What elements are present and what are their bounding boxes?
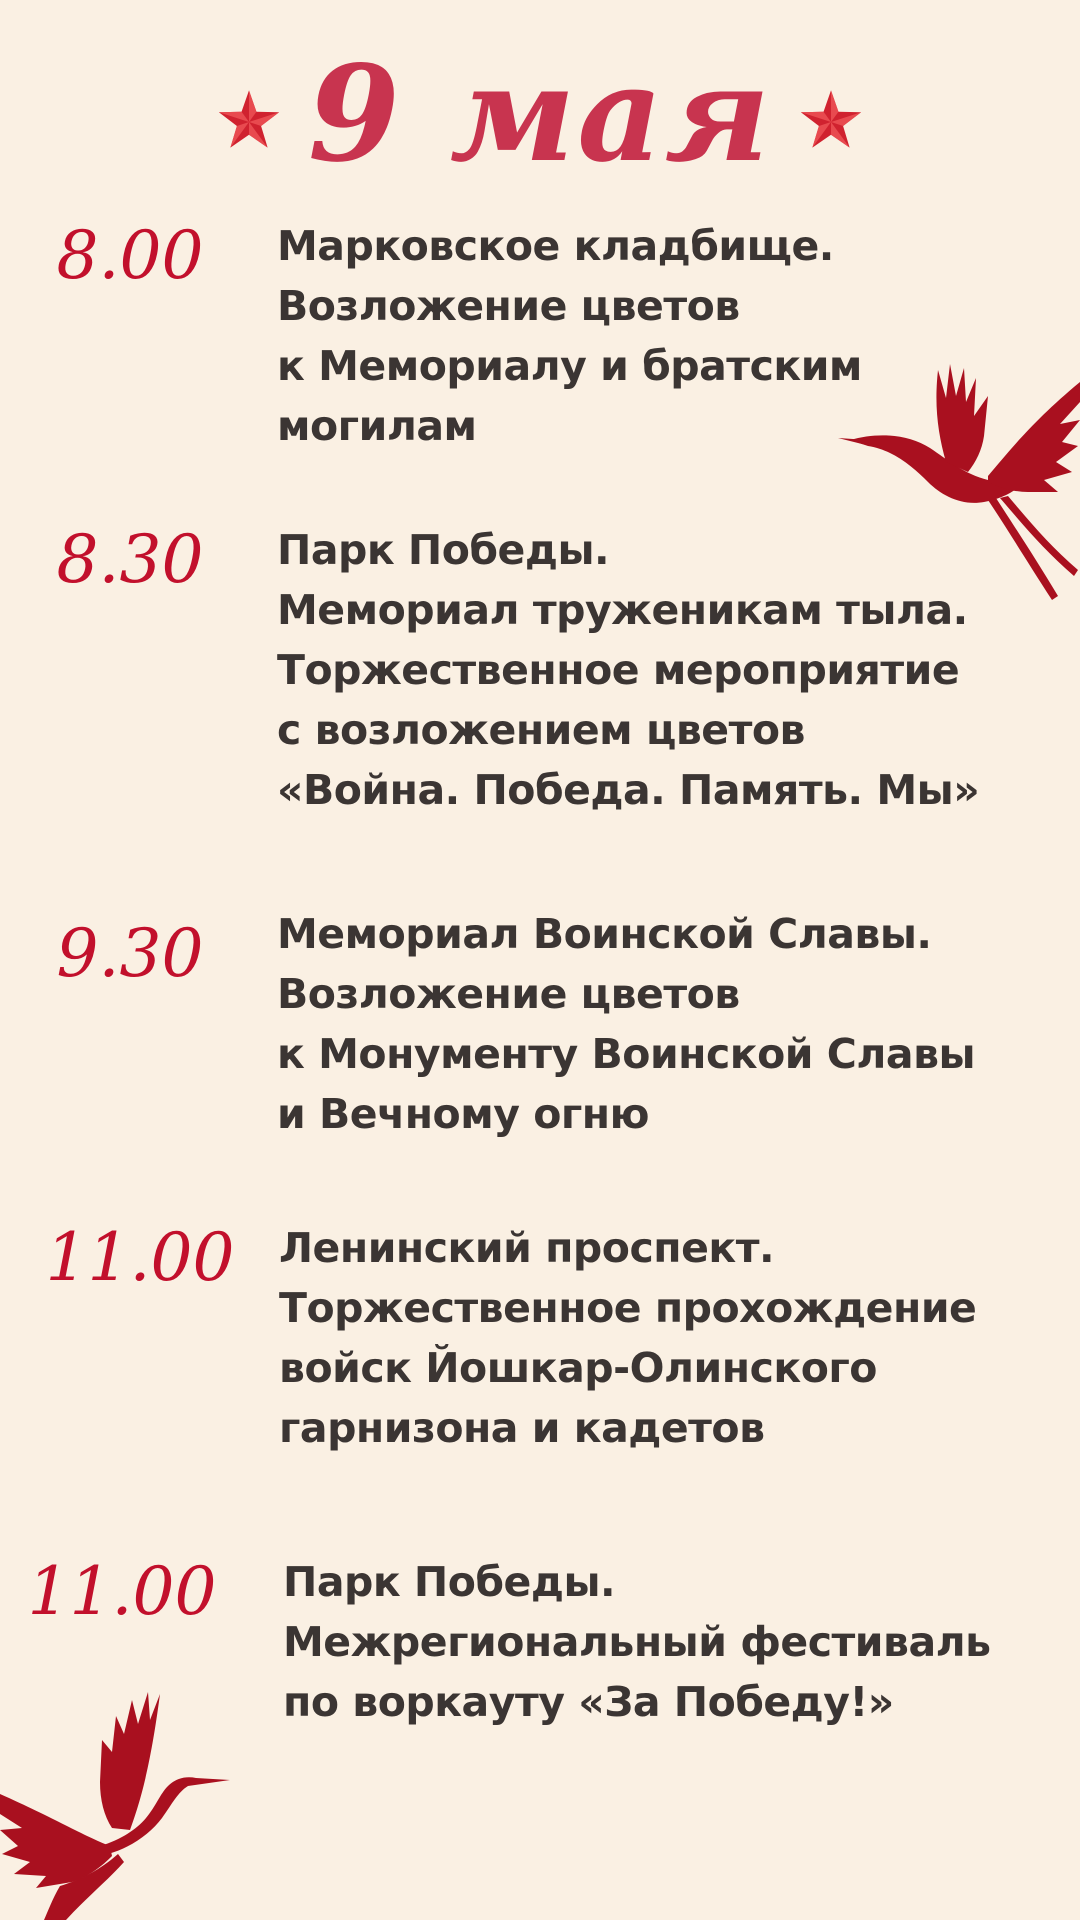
event-line: могилам <box>277 402 477 450</box>
event-line: к Монументу Воинской Славы <box>277 1030 976 1078</box>
event-line: Марковское кладбище. <box>277 222 834 270</box>
star-icon <box>216 89 282 155</box>
header <box>0 37 1080 192</box>
event-time: 11.00 <box>45 1219 235 1296</box>
event-line: войск Йошкар-Олинского <box>279 1344 877 1392</box>
event-line: Парк Победы. <box>277 526 610 574</box>
star-icon <box>798 89 864 155</box>
event-time: 8.00 <box>56 217 204 294</box>
event-line: «Война. Победа. Память. Мы» <box>277 766 980 814</box>
event-line: по воркауту «За Победу!» <box>283 1678 894 1726</box>
event-line: Мемориал Воинской Славы. <box>277 910 932 958</box>
event-time: 11.00 <box>27 1553 217 1630</box>
event-line: Ленинский проспект. <box>279 1224 775 1272</box>
event-time: 8.30 <box>56 521 204 598</box>
event-line: Мемориал труженикам тыла. <box>277 586 968 634</box>
event-line: Торжественное мероприятие <box>277 646 960 694</box>
event-description <box>277 216 1067 456</box>
event-line: с возложением цветов <box>277 706 805 754</box>
event-description <box>277 520 1067 820</box>
event-line: и Вечному огню <box>277 1090 649 1138</box>
event-time: 9.30 <box>56 915 204 992</box>
event-line: Парк Победы. <box>283 1558 616 1606</box>
event-line: к Мемориалу и братским <box>277 342 862 390</box>
crane-icon <box>0 1690 230 1920</box>
page-title: 9 мая <box>308 37 772 192</box>
event-description <box>279 1218 1069 1458</box>
event-line: Возложение цветов <box>277 970 740 1018</box>
event-description <box>283 1552 1073 1732</box>
event-line: гарнизона и кадетов <box>279 1404 765 1452</box>
event-line: Межрегиональный фестиваль <box>283 1618 991 1666</box>
event-line: Возложение цветов <box>277 282 740 330</box>
event-line: Торжественное прохождение <box>279 1284 977 1332</box>
event-description <box>277 904 1067 1144</box>
